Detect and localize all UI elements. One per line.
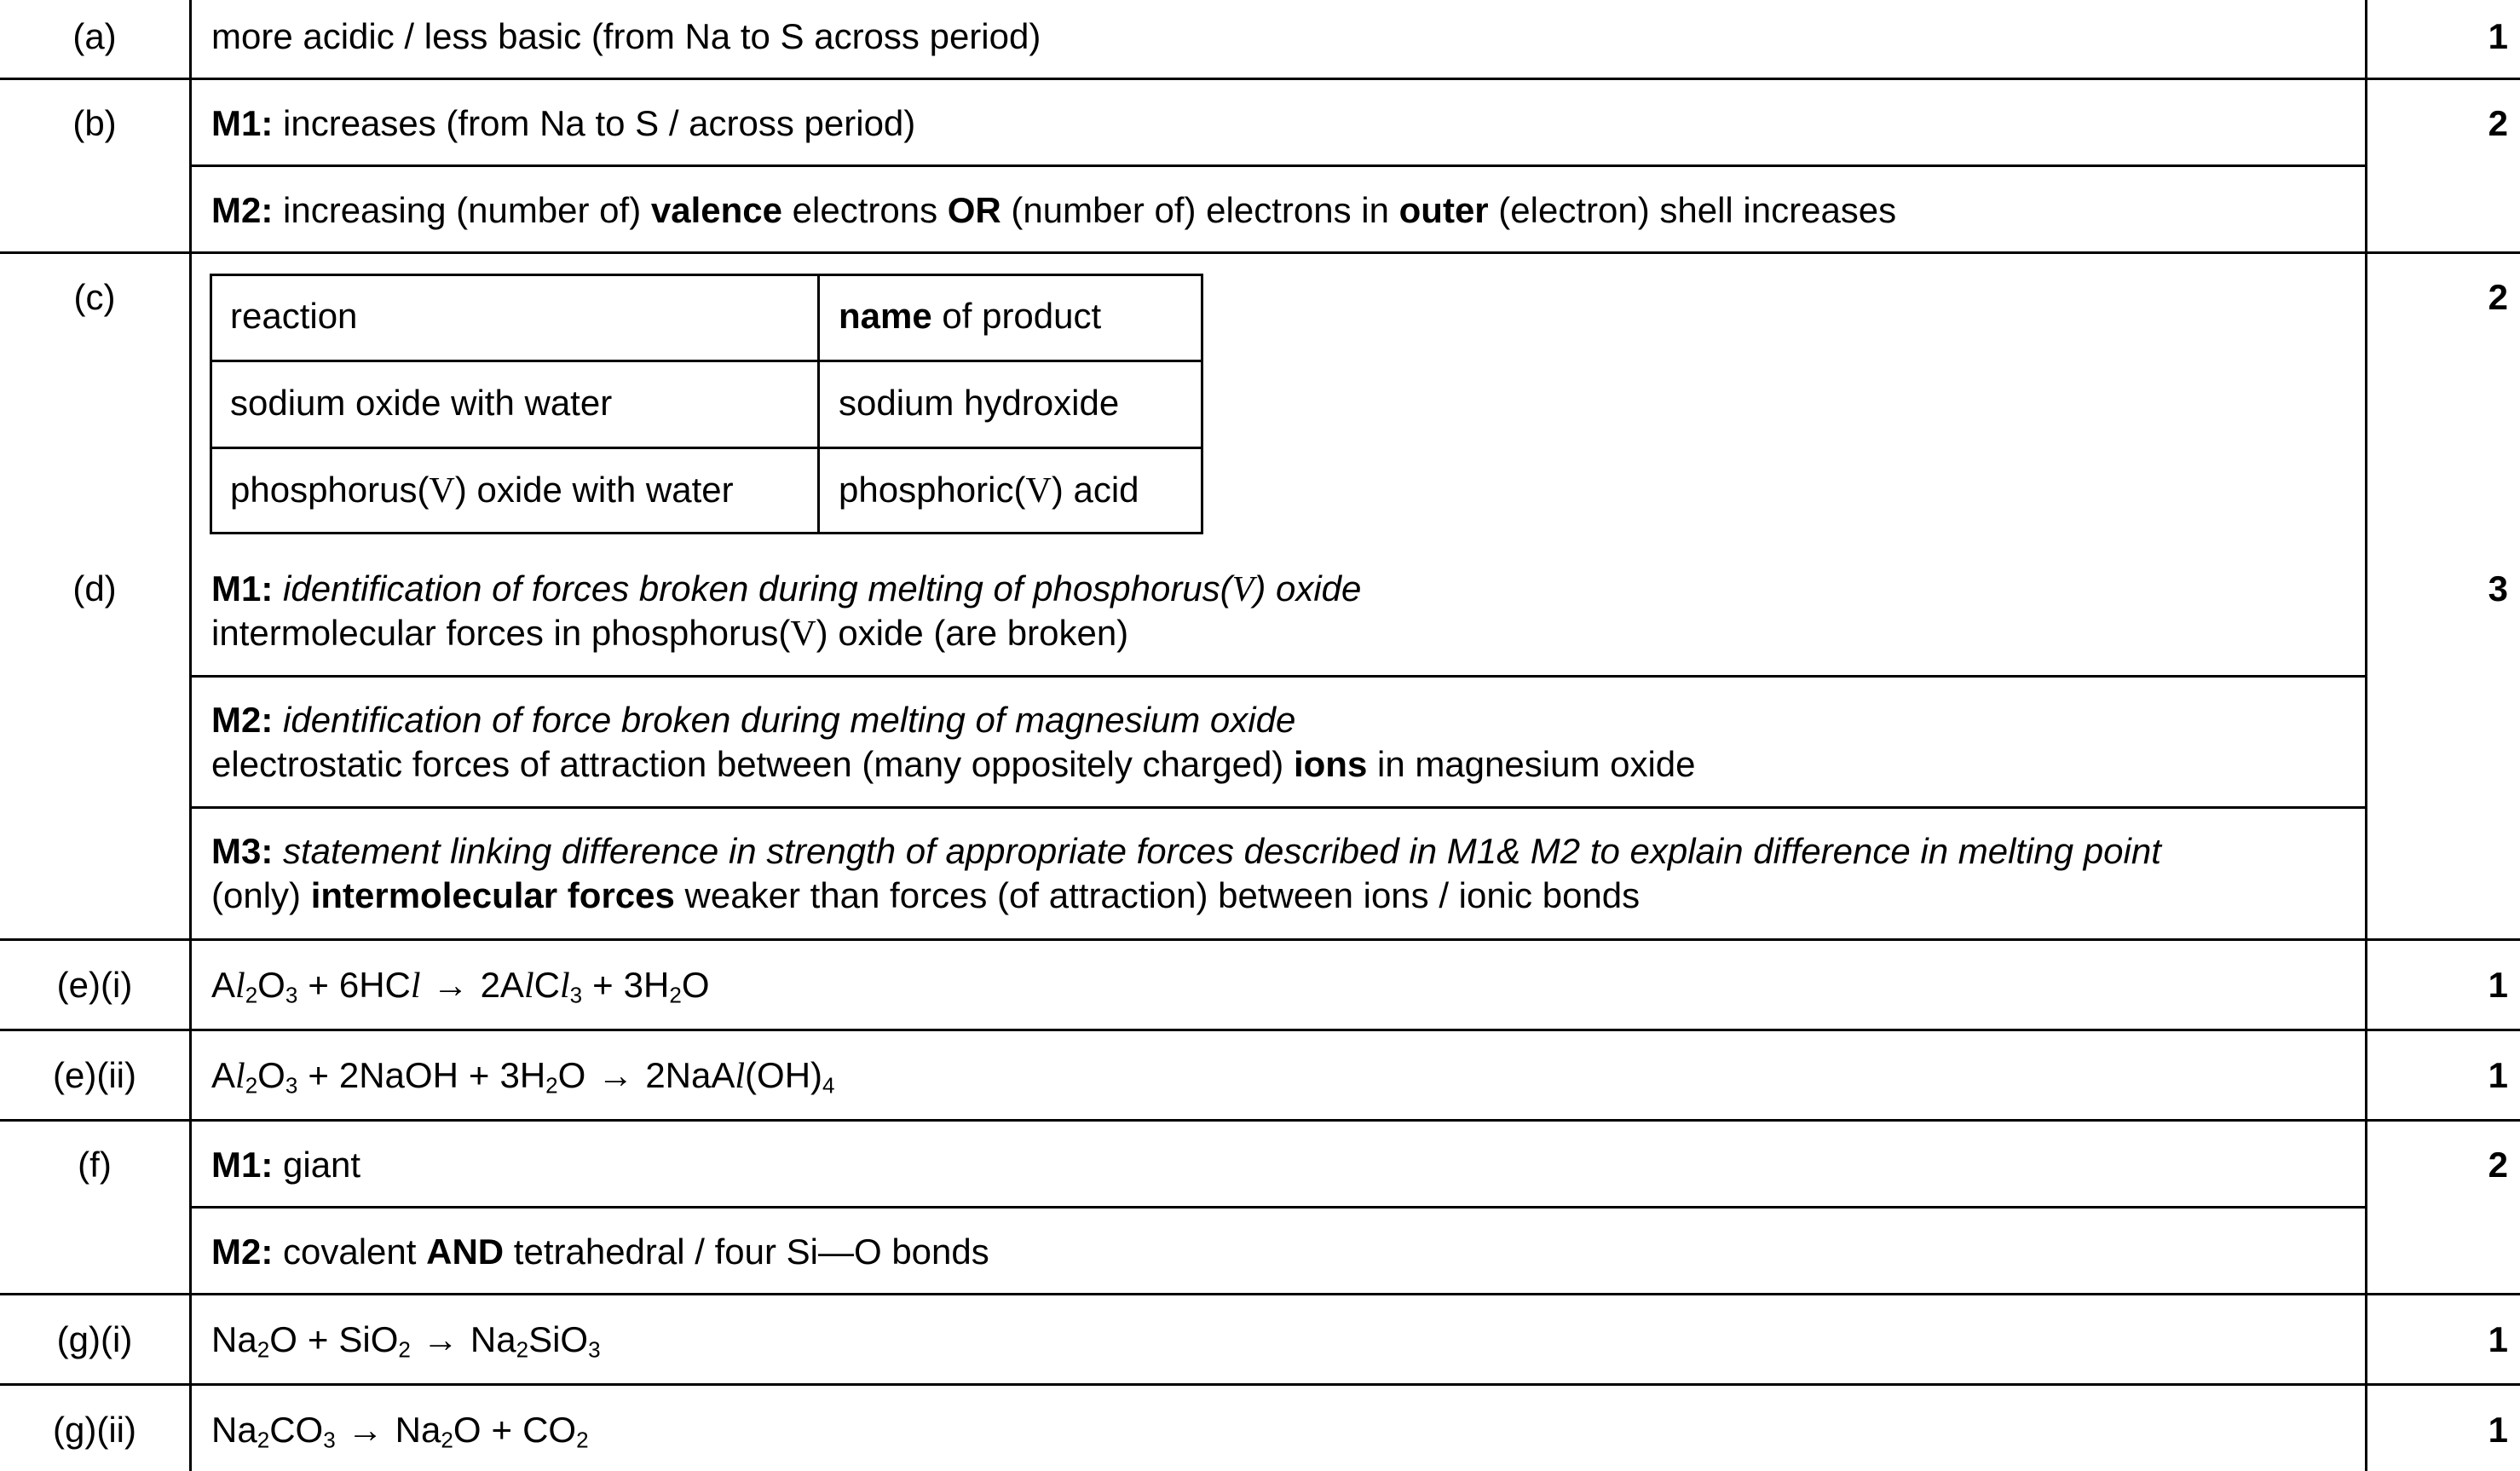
- row-divider: [0, 938, 2520, 941]
- mark-value: 3: [2488, 568, 2508, 609]
- question-label: (e)(ii): [53, 1055, 136, 1095]
- row-divider: [0, 251, 2520, 254]
- row-divider: [0, 78, 2520, 80]
- column-divider: [189, 0, 192, 1471]
- answer-point-m1: M1: giant: [211, 1145, 361, 1185]
- answer-text: more acidic / less basic (from Na to S across period): [211, 16, 1041, 56]
- table-header-reaction: reaction: [230, 296, 358, 336]
- mark-value: 2: [2488, 277, 2508, 317]
- question-label: (c): [73, 277, 116, 317]
- question-label: (e)(i): [56, 965, 133, 1005]
- table-header-product: name of product: [839, 296, 1102, 336]
- answer-point-m2: M2: covalent AND tetrahedral / four Si—O bonds: [211, 1232, 989, 1272]
- table-cell: sodium hydroxide: [839, 383, 1120, 423]
- answer-point-m3: M3: statement linking difference in strength of appropriate forces described in M1& M2 to explain difference in melting point: [211, 831, 2161, 871]
- column-divider: [2365, 0, 2367, 1471]
- table-cell: phosphoric(V) acid: [839, 470, 1139, 511]
- answer-text: (only) intermolecular forces weaker than forces (of attraction) between ions / ionic bonds: [211, 875, 1641, 915]
- answer-point-m2: M2: identification of force broken during melting of magnesium oxide: [211, 700, 1296, 740]
- chemical-equation: $Na_2O + SiO_2 \to Na_2SiO_3$: [211, 1319, 601, 1363]
- answer-text: electrostatic forces of attraction between (many oppositely charged) ions in magnesium oxide: [211, 744, 1696, 784]
- chemical-equation: $Al_2O_3 + 6HCl$ → 2AlCl$_3$ + $3H_2O$: [211, 965, 710, 1008]
- mark-value: 1: [2488, 965, 2508, 1005]
- mark-value: 1: [2488, 1319, 2508, 1359]
- mark-value: 1: [2488, 16, 2508, 56]
- question-label: (a): [72, 16, 117, 56]
- row-divider: [0, 1293, 2520, 1295]
- mark-value: 2: [2488, 1145, 2508, 1185]
- row-divider: [0, 1119, 2520, 1122]
- answer-point-m2: M2: increasing (number of) valence electrons OR (number of) electrons in outer (electron) shell increases: [211, 190, 1897, 230]
- row-divider: [191, 806, 2367, 809]
- row-divider: [191, 675, 2367, 678]
- question-label: (g)(i): [56, 1319, 133, 1359]
- mark-value: 1: [2488, 1055, 2508, 1095]
- row-divider: [191, 1206, 2367, 1209]
- table-cell: phosphorus(V) oxide with water: [230, 470, 734, 511]
- row-divider: [0, 1383, 2520, 1386]
- row-divider: [0, 1029, 2520, 1031]
- question-label: (d): [72, 568, 117, 609]
- chemical-equation: $Na_2CO_3 \to Na_2O + CO_2$: [211, 1410, 589, 1453]
- answer-point-m1: M1: identification of forces broken during melting of phosphorus(V) oxide: [211, 568, 1362, 609]
- question-label: (g)(ii): [53, 1410, 136, 1450]
- row-divider: [191, 164, 2367, 167]
- answer-text: intermolecular forces in phosphorus(V) oxide (are broken): [211, 613, 1129, 654]
- chemical-equation: $Al_2O_3$ + 2NaOH + $3H_2O$ → $2NaAl(OH)_4$: [211, 1055, 835, 1099]
- table-cell: sodium oxide with water: [230, 383, 613, 423]
- answer-point-m1: M1: increases (from Na to S / across period): [211, 103, 916, 143]
- mark-value: 1: [2488, 1410, 2508, 1450]
- reaction-product-table: [210, 274, 1203, 534]
- question-label: (b): [72, 103, 117, 143]
- question-label: (f): [78, 1145, 112, 1185]
- mark-value: 2: [2488, 103, 2508, 143]
